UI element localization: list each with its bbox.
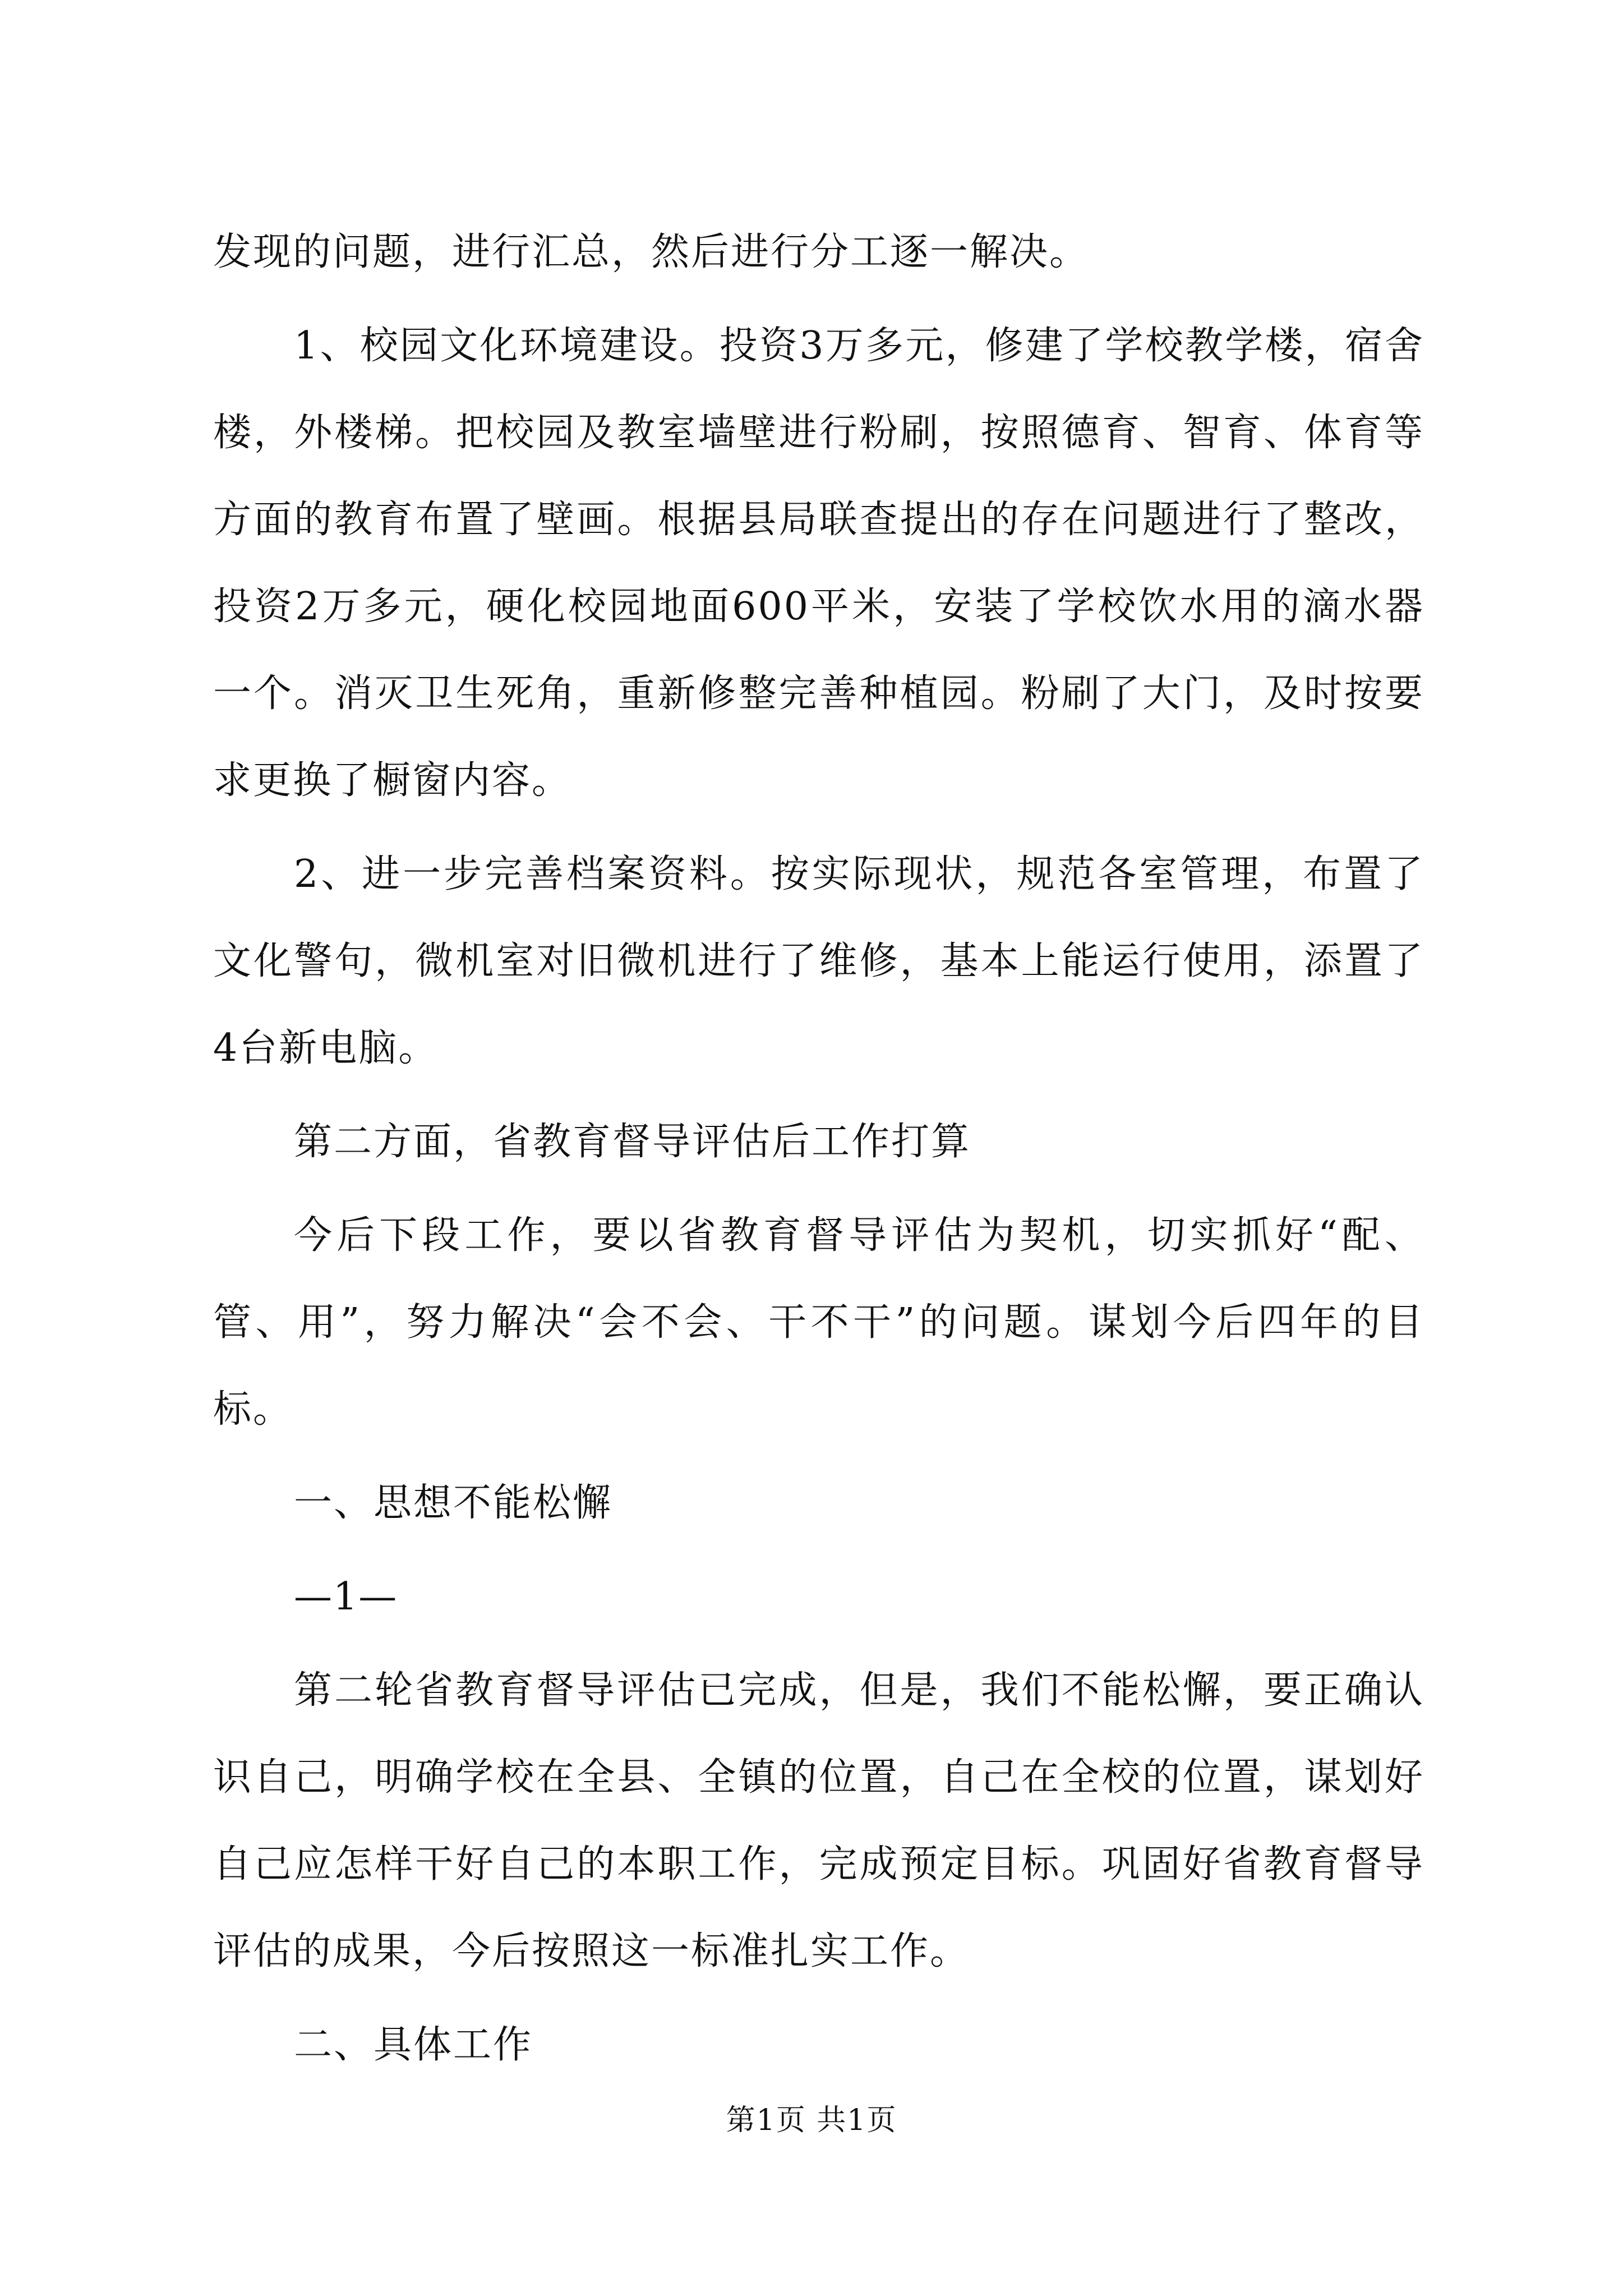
heading-thinking: 一、思想不能松懈 (294, 1481, 613, 1525)
section-heading-second-aspect: 第二方面，省教育督导评估后工作打算 (294, 1120, 971, 1164)
page-footer: 第1页 共1页 (726, 2104, 897, 2137)
heading-specific-work: 二、具体工作 (294, 2023, 533, 2067)
document-body (213, 209, 1424, 2088)
paragraph-continuation: 发现的问题，进行汇总，然后进行分工逐一解决。 (213, 230, 1090, 274)
inline-page-marker: —1— (294, 1575, 398, 1619)
paragraph-campus-culture: 1、校园文化环境建设。投资3万多元，修建了学校教学楼，宿舍楼，外楼梯。把校园及教室墙壁进行粉刷，按照德育、智育、体育等方面的教育布置了壁画。根据县局联查提出的存在问题进行了整改，投资2万多元，硬化校园地面600平米，安装了学校饮水用的滴水器一个。消灭卫生死角，重新修整完善种植园。粉刷了大门，及时按要求更换了橱窗内容。 (213, 324, 1424, 803)
paragraph-archives: 2、进一步完善档案资料。按实际现状，规范各室管理，布置了文化警句，微机室对旧微机进行了维修，基本上能运行使用，添置了4台新电脑。 (213, 852, 1424, 1070)
paragraph-future-work: 今后下段工作，要以省教育督导评估为契机，切实抓好“配、管、用”，努力解决“会不会、干不干”的问题。谋划今后四年的目标。 (213, 1213, 1424, 1432)
paragraph-second-round: 第二轮省教育督导评估已完成，但是，我们不能松懈，要正确认识自己，明确学校在全县、全镇的位置，自己在全校的位置，谋划好自己应怎样干好自己的本职工作，完成预定目标。巩固好省教育督导评估的成果，今后按照这一标准扎实工作。 (213, 1668, 1424, 1973)
